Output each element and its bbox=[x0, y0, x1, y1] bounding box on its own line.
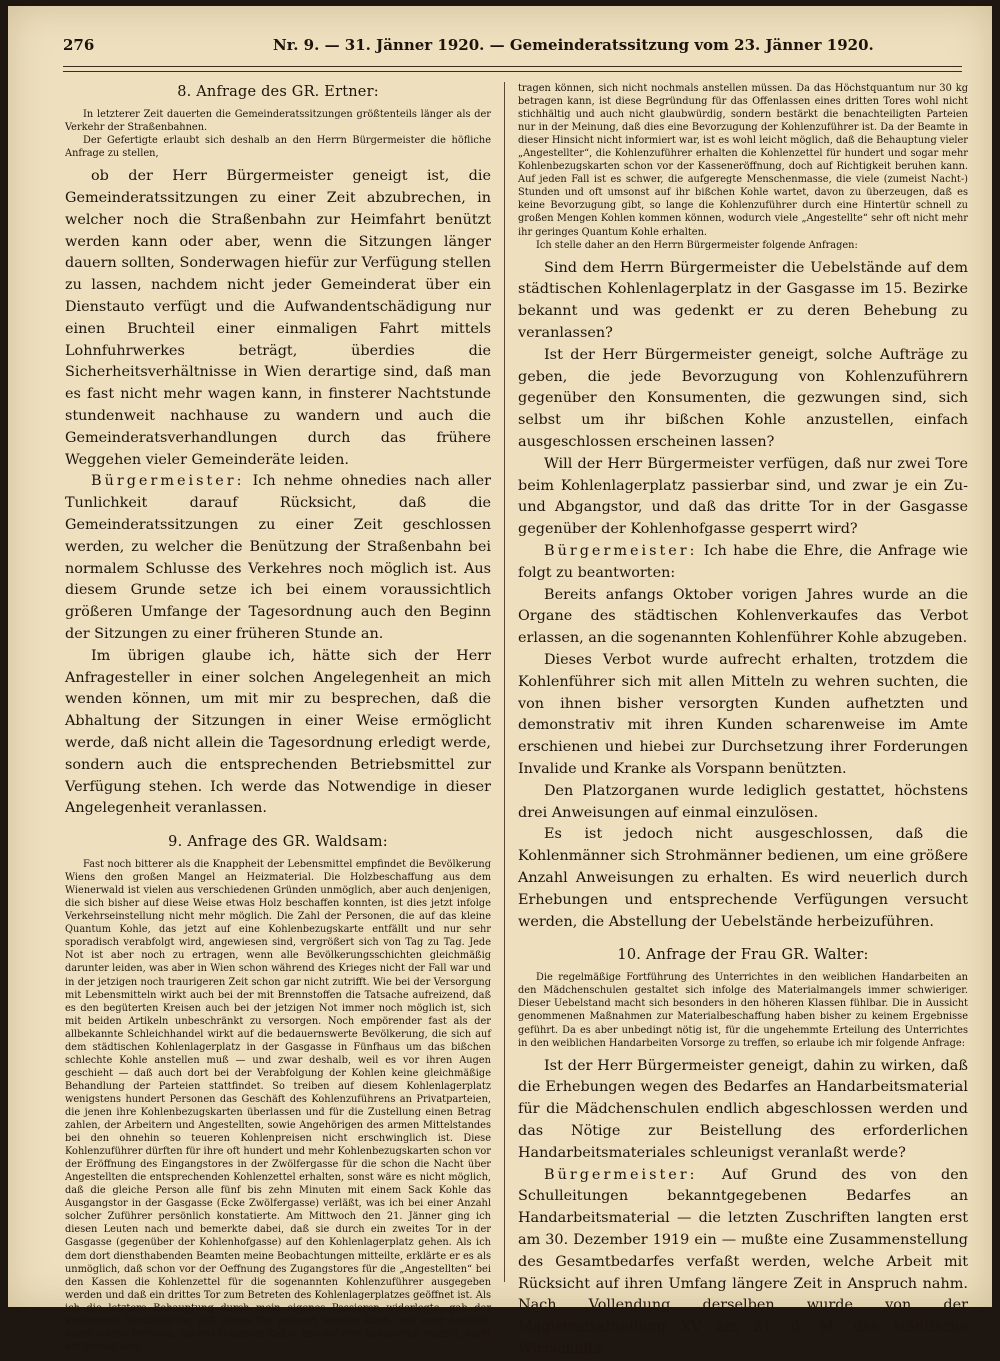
section-10-question: Ist der Herr Bürgermeister geneigt, dahin zu wirken, daß die Erhebungen wegen des Bedarfes an Handarbeitsmaterial für die Mädchenschulen endlich abgeschlossen werden und das Nötige zur Beistellung des erforderlichen Handarbeitsmateriales schleunigst veranlaßt werde? bbox=[518, 1057, 968, 1161]
section-8-answer bbox=[65, 471, 491, 645]
section-10-body: Die regelmäßige Fortführung des Unterrichtes in den weiblichen Handarbeiten an den Mädchenschulen gestaltet sich infolge des Materialmangels immer schwieriger. Dieser Uebelstand macht sich besonders in den höheren Klassen fühlbar. Die in Aussicht genommenen Maßnahmen zur Materialbeschaffung haben bisher zu keinem Ergebnisse geführt. Da es aber unbedingt nötig ist, für die ungehemmte Erteilung des Unterrichtes in den weiblichen Handarbeiten Vorsorge zu treffen, so erlaube ich mir folgende Anfrage: bbox=[518, 972, 968, 1049]
speaker-label: Bürgermeister: bbox=[544, 1166, 698, 1183]
answer-paragraph-2: Dieses Verbot wurde aufrecht erhalten, trotzdem die Kohlenführer sich mit allen Mitteln zu wehren suchten, die von ihnen bisher versorgten Kunden aufhetzten und demonstrativ mit ihren Kunden scharenweise im Amte erschienen und hiebei zur Durchsetzung ihrer Forderungen Invalide und Kranke als Vorspann benützten. bbox=[518, 651, 968, 777]
section-9-title: 9. Anfrage des GR. Waldsam: bbox=[168, 834, 388, 851]
page-header bbox=[63, 36, 962, 62]
newspaper-page bbox=[8, 6, 992, 1357]
answer-text: Ich nehme ohnedies nach aller Tunlichkeit darauf Rücksicht, daß die Gemeinderatssitzungen zu einer Zeit geschlossen werden, zu welcher die Benützung der Straßenbahn bei normalem Schlusse des Verkehres noch möglich ist. Aus diesem Grunde setze ich bei einem voraussichtlich größeren Umfange der Tagesordnung auch den Beginn der Sitzungen zu einer früheren Stunde an. bbox=[65, 473, 491, 642]
question-3: Will der Herr Bürgermeister verfügen, daß nur zwei Tore beim Kohlenlagerplatz passierbar sind, und zwar je ein Zu- und Abgangstor, und daß das dritte Tor in der Gasgasse gegenüber der Kohlenhofgasse gesperrt wird? bbox=[518, 455, 968, 538]
speaker-label: Bürgermeister: bbox=[544, 542, 698, 559]
question-2: Ist der Herr Bürgermeister geneigt, solche Aufträge zu geben, die jede Bevorzugung von Kohlenzuführern gegenüber den Konsumenten, die gezwungen sind, sich selbst um ihr bißchen Kohle anzustellen, einfach ausgeschlossen erscheinen lassen? bbox=[518, 346, 968, 450]
section-9-continued: tragen können, sich nicht nochmals anstellen müssen. Da das Höchstquantum nur 30 kg betragen kann, ist diese Begründung für das Offenlassen eines dritten Tores wohl nicht stichhältig und auch nicht glaubwürdig, sondern bestärkt die benachteiligten Parteien nur in der Meinung, daß dies eine Bevorzugung der Kohlenzuführer ist. Da der Beamte in dieser Hinsicht nicht informiert war, ist es wohl leicht möglich, daß die Behauptung vieler „Angestellter“, die Kohlenzuführer erhalten die Kohlenzettel für hundert und sogar mehr Kohlenbezugskarten schon vor der Kasseneröffnung, doch auf Richtigkeit beruhen kann. Auf jeden Fall ist es schwer, die aufgeregte Menschenmasse, die viele (zumeist Nacht-) Stunden und oft umsonst auf ihr bißchen Kohle wartet, davon zu überzeugen, daß es keine Bevorzugung gibt, so lange die Kohlenzuführer durch eine Hintertür schnell zu großen Mengen Kohlen kommen können, wodurch viele „Angestellte“ sehr oft nicht mehr ihr geringes Quantum Kohle erhalten. bbox=[518, 83, 968, 238]
answer-paragraph-3: Den Platzorganen wurde lediglich gestattet, höchstens drei Anweisungen auf einmal einzulösen. bbox=[518, 782, 968, 821]
page-number: 276 bbox=[63, 36, 95, 54]
column-divider bbox=[504, 82, 505, 1282]
header-title: Nr. 9. — 31. Jänner 1920. — Gemeinderatssitzung vom 23. Jänner 1920. bbox=[273, 36, 874, 54]
question-1: Sind dem Herrn Bürgermeister die Uebelstände auf dem städtischen Kohlenlagerplatz in der Gasgasse im 15. Bezirke bekannt und was gedenkt er zu deren Behebung zu veranlassen? bbox=[518, 259, 968, 341]
section-8-title: 8. Anfrage des GR. Ertner: bbox=[177, 84, 379, 100]
section-9-ask: Ich stelle daher an den Herrn Bürgermeister folgende Anfragen: bbox=[536, 239, 858, 251]
answer-intro: Ich habe die Ehre, die Anfrage wie folgt zu beantworten: bbox=[518, 542, 968, 581]
section-8-question: ob der Herr Bürgermeister geneigt ist, die Gemeinderatssitzungen zu einer Zeit abzubrechen, in welcher noch die Straßenbahn zur Heimfahrt benützt werden kann oder aber, wenn die Sitzungen länger dauern sollten, Sonderwagen hiefür zur Verfügung stellen zu lassen, nachdem nicht jeder Gemeinderat über ein Dienstauto verfügt und die Aufwandentschädigung nur einen Bruchteil einer einmaligen Fahrt mittels Lohnfuhrwerkes beträgt, überdies die Sicherheitsverhältnisse in Wien derartige sind, daß man es fast nicht mehr wagen kann, in finsterer Nachtstunde stundenweit nachhause zu wandern und auch die Gemeinderatsverhandlungen durch das frühere Weggehen vieler Gemeinderäte leiden. bbox=[65, 168, 491, 468]
section-8-intro: In letzterer Zeit dauerten die Gemeinderatssitzungen größtenteils länger als der Verkehr der Straßenbahnen. bbox=[65, 109, 491, 134]
section-8-answer-2: Im übrigen glaube ich, hätte sich der Herr Anfragesteller in einer solchen Angelegenheit an mich wenden können, um mit mir zu besprechen, daß die Abhaltung der Sitzungen in einer Weise ermöglicht werde, daß nicht allein die Tagesordnung erledigt werde, sondern auch die entsprechenden Betriebsmittel zur Verfügung stehen. Ich werde das Notwendige in dieser Angelegenheit veranlassen. bbox=[65, 647, 491, 817]
left-column bbox=[65, 82, 491, 1354]
section-8-intro-2: Der Gefertigte erlaubt sich deshalb an den Herrn Bürgermeister die höfliche Anfrage zu stellen, bbox=[65, 135, 491, 160]
right-column bbox=[518, 82, 968, 1361]
section-10-answer bbox=[518, 1165, 968, 1361]
answer-paragraph-4: Es ist jedoch nicht ausgeschlossen, daß die Kohlenmänner sich Strohmänner bedienen, um eine größere Anzahl Anweisungen zu erhalten. Es wird neuerlich durch Erhebungen und entsprechende Verfügungen versucht werden, die Abstellung der Uebelstände herbeizuführen. bbox=[518, 826, 968, 930]
speaker-label: Bürgermeister: bbox=[91, 473, 245, 490]
section-9-answer bbox=[518, 541, 968, 585]
answer-paragraph-1: Bereits anfangs Oktober vorigen Jahres wurde an die Organe des städtischen Kohlenverkaufes das Verbot erlassen, an die sogenannten Kohlenführer Kohle abzugeben. bbox=[518, 586, 968, 647]
section-9-body: Fast noch bitterer als die Knappheit der Lebensmittel empfindet die Bevölkerung Wiens den großen Mangel an Heizmaterial. Die Holzbeschaffung aus dem Wienerwald ist vielen aus verschiedenen Gründen unmöglich, aber auch denjenigen, die sich bisher auf diese Weise etwas Holz beschaffen konnten, ist dies jetzt infolge Verkehrseinstellung nicht mehr möglich. Die Zahl der Personen, die auf das kleine Quantum Kohle, das jetzt auf eine Kohlenbezugskarte entfällt und nur sehr sporadisch verabfolgt wird, angewiesen sind, vergrößert sich von Tag zu Tag. Jede Not ist aber noch zu ertragen, wenn alle Bevölkerungsschichten gleichmäßig darunter leiden, was aber in Wien schon während des Krieges nicht der Fall war und in der jetzigen noch traurigeren Zeit schon gar nicht zutrifft. Wie bei der Versorgung mit Lebensmitteln wirkt auch bei der mit Brennstoffen die Tatsache aufreizend, daß es den begüterten Kreisen auch bei der jetzigen Not immer noch möglich ist, sich mit beiden Artikeln unbeschränkt zu versorgen. Noch empörender fast als der allbekannte Schleichhandel wirkt auf die bedauernswerte Bevölkerung, die sich auf dem städtischen Kohlenlagerplatz in der Gasgasse in Fünfhaus um das bißchen schlechte Kohle anstellen muß — und zwar deshalb, weil es vor ihren Augen geschieht — daß auch dort bei der Verabfolgung der Kohlen keine gleichmäßige Behandlung der Parteien stattfindet. So treiben auf diesem Kohlenlagerplatz wenigstens hundert Personen das Geschäft des Kohlenzuführens an Privatparteien, die jenen ihre Kohlenbezugskarten überlassen und für die Zustellung einen Betrag zahlen, der Arbeitern und Angestellten, sowie Angehörigen des armen Mittelstandes bei den ohnehin so teueren Kohlenpreisen nicht erschwinglich ist. Diese Kohlenzuführer dürften für ihre oft hundert und mehr Kohlenbezugskarten schon vor der Eröffnung des Eingangstores in der Zwölfergasse für die schon die Nacht über Angestellten die entsprechenden Kohlenzettel erhalten, sonst wäre es nicht möglich, daß die gleiche Person alle fünf bis zehn Minuten mit einem Sack Kohle das Ausgangstor in der Gasgasse (Ecke Zwölfergasse) verläßt, was ich bei einer Anzahl solcher Zuführer persönlich konstatierte. Am Mittwoch den 21. Jänner ging ich diesen Leuten nach und bemerkte dabei, daß sie durch ein zweites Tor in der Gasgasse (gegenüber der Kohlenhofgasse) auf den Kohlenlagerplatz gehen. Als ich dem dort diensthabenden Beamten meine Beobachtungen mitteilte, erklärte er es als unmöglich, daß schon vor der Oeffnung des Zugangstores für die „Angestellten“ bei den Kassen die Kohlenzettel für die sogenannten Kohlenzuführer ausgegeben werden und daß ein drittes Tor zum Betreten des Kohlenlagerplatzes geöffnet ist. Als ich die letztere Behauptung durch mein eigenes Passieren widerlegte, gab der anwesende Verwalter zu, daß dieses Tor passiert werden kann, und zwar deshalb, damit solche Parteien, die das Quantum Kohle, das auf drei Kohlezettel entfällt, nicht auf einmal weg- bbox=[65, 859, 491, 1353]
header-rule bbox=[63, 66, 962, 72]
section-10-title: 10. Anfrage der Frau GR. Walter: bbox=[617, 947, 869, 964]
answer-text: Auf Grund des von den Schulleitungen bekanntgegebenen Bedarfes an Handarbeitsmaterial — die letzten Zuschriften langten erst am 30. Dezember 1919 ein — mußte eine Zusammenstellung des Gesamtbedarfes verfaßt werden, welche Arbeit mit Rücksicht auf ihren Umfang längere Zeit in Anspruch nahm. Nach Vollendung derselben wurde von der Magistratsabteilung XV am 21. d. M. das städtische Wirtschafts- bbox=[518, 1166, 968, 1357]
